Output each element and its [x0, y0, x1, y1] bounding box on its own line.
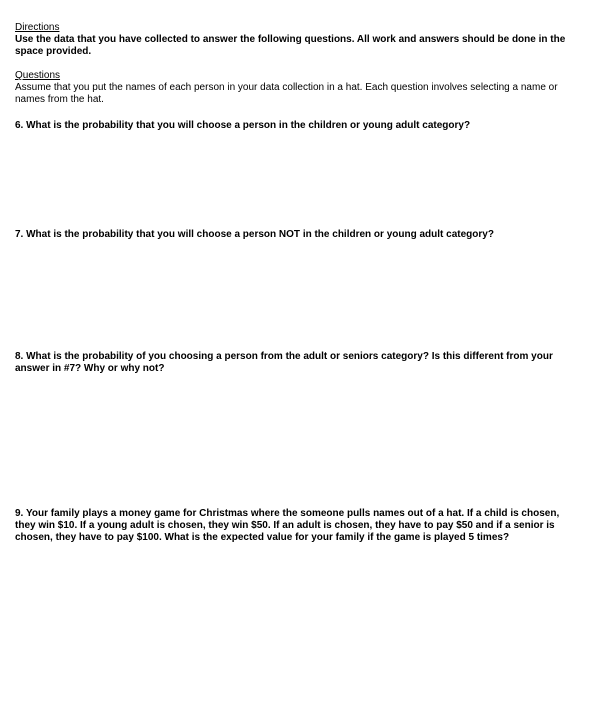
- directions-text: Use the data that you have collected to answer the following questions. All work and answers should be done in the space provided.: [15, 34, 566, 57]
- question-8: [15, 351, 580, 375]
- question-7: [15, 229, 580, 241]
- questions-intro: Assume that you put the names of each person in your data collection in a hat. Each question involves selecting a name or names from the hat.: [15, 82, 558, 105]
- directions-heading: Directions: [15, 22, 60, 33]
- question-text: 8. What is the probability of you choosing a person from the adult or seniors category? Is this different from your answer in #7? Why or why not?: [15, 351, 553, 374]
- questions-heading: Questions: [15, 70, 61, 81]
- question-9: [15, 508, 580, 544]
- directions-section: [15, 22, 580, 58]
- question-text: 9. Your family plays a money game for Christmas where the someone pulls names out of a hat. If a child is chosen, they win $10. If a young adult is chosen, they win $50. If an adult is chosen, they have to pay $50 and if a senior is chosen, they have to pay $100. What is the expected value for your family if the game is played 5 times?: [15, 508, 560, 543]
- question-text: 6. What is the probability that you will choose a person in the children or young adult category?: [15, 120, 471, 131]
- question-text: 7. What is the probability that you will choose a person NOT in the children or young adult category?: [15, 229, 494, 240]
- questions-section: [15, 70, 580, 106]
- question-6: [15, 120, 580, 132]
